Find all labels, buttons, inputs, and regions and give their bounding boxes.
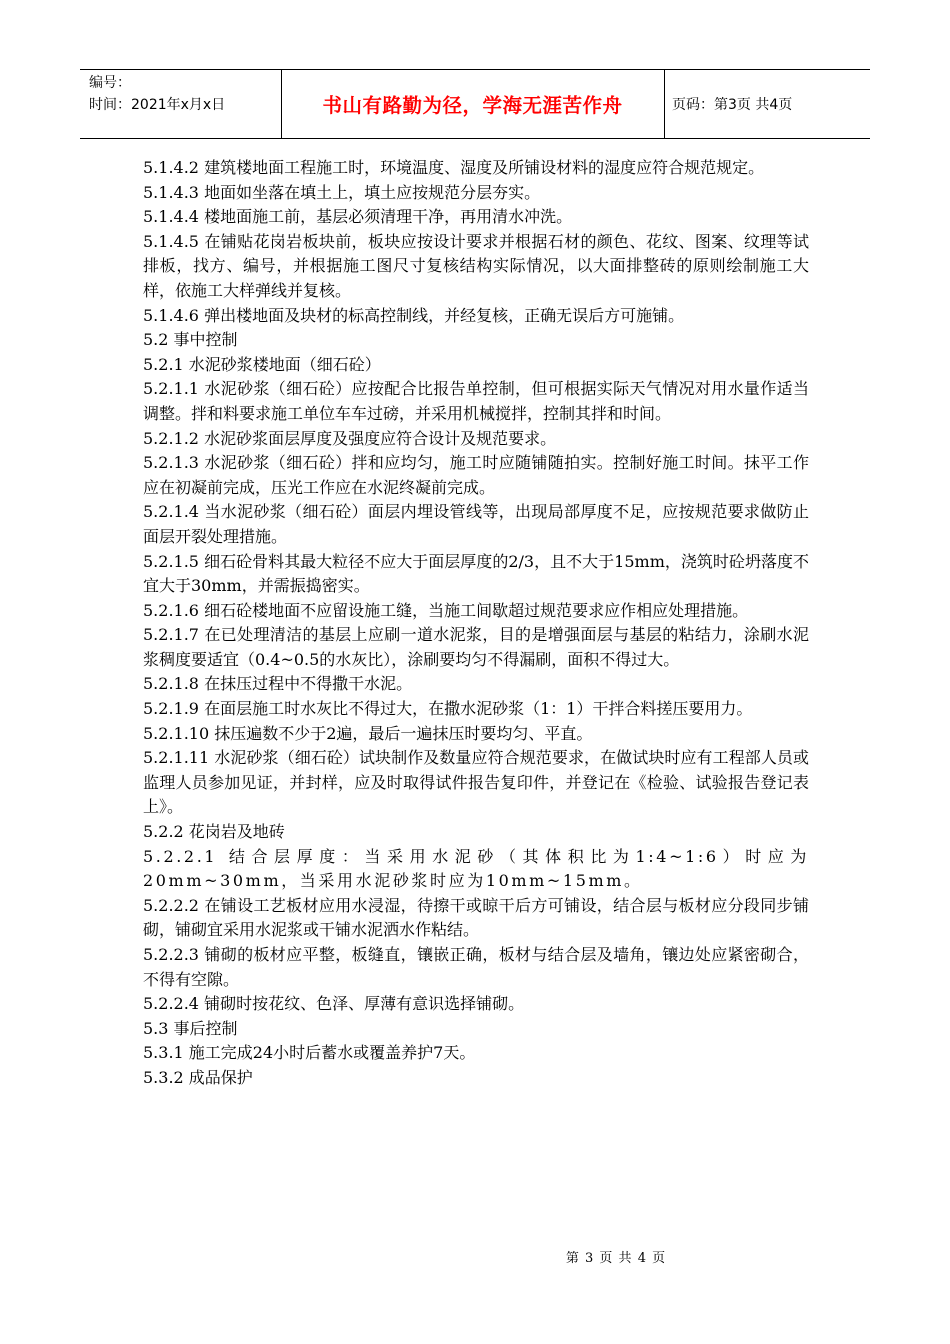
paragraph: 5.2.1.5 细石砼骨料其最大粒径不应大于面层厚度的2/3，且不大于15mm，浇筑时砼坍落度不宜大于30mm，并需振捣密实。 xyxy=(143,551,809,596)
paragraph: 5.2.1.7 在已处理清洁的基层上应刷一道水泥浆，目的是增强面层与基层的粘结力，涂刷水泥浆稠度要适宜（0.4~0.5的水灰比），涂刷要均匀不得漏刷，面积不得过大。 xyxy=(143,625,809,669)
subsection-heading: 5.3.2 成品保护 xyxy=(143,1067,253,1087)
paragraph: 5.1.4.4 楼地面施工前，基层必须清理干净，再用清水冲洗。 xyxy=(143,207,573,227)
paragraph: 5.2.1.6 细石砼楼地面不应留设施工缝，当施工间歇超过规范要求应作相应处理措施。 xyxy=(143,600,749,620)
page-footer xyxy=(0,1247,950,1266)
subsection-heading: 5.2.1 水泥砂浆楼地面（细石砼） xyxy=(143,354,381,374)
footer-page-number: 第 3 页 共 4 页 xyxy=(565,1251,667,1266)
paragraph: 5.2.1.3 水泥砂浆（细石砼）拌和应均匀，施工时应随铺随拍实。控制好施工时间。抹平工作应在初凝前完成，压光工作应在水泥终凝前完成。 xyxy=(143,453,809,497)
paragraph: 5.2.2.2 在铺设工艺板材应用水浸湿，待擦干或晾干后方可铺设，结合层与板材应分段同步铺砌，铺砌宜采用水泥浆或干铺水泥洒水作粘结。 xyxy=(143,895,809,940)
document-body xyxy=(143,156,809,1091)
paragraph: 5.1.4.2 建筑楼地面工程施工时，环境温度、湿度及所铺设材料的湿度应符合规范规定。 xyxy=(143,158,765,177)
serial-number-label: 编号： xyxy=(89,75,131,91)
page-header xyxy=(80,69,870,139)
header-divider-right xyxy=(664,70,665,138)
paragraph: 5.1.4.6 弹出楼地面及块材的标高控制线，并经复核，正确无误后方可施铺。 xyxy=(143,305,685,325)
paragraph: 5.2.2.1 结合层厚度：当采用水泥砂（其体积比为1:4~1:6）时应为20mm~30mm，当采用水泥砂浆时应为10mm~15mm。 xyxy=(143,846,809,891)
paragraph: 5.2.2.4 铺砌时按花纹、色泽、厚薄有意识选择铺砌。 xyxy=(143,994,525,1014)
paragraph: 5.2.1.8 在抹压过程中不得撒干水泥。 xyxy=(143,674,413,694)
header-meta xyxy=(89,72,281,116)
section-heading: 5.2 事中控制 xyxy=(143,330,238,350)
paragraph: 5.3.1 施工完成24小时后蓄水或覆盖养护7天。 xyxy=(143,1043,476,1063)
paragraph: 5.2.1.2 水泥砂浆面层厚度及强度应符合设计及规范要求。 xyxy=(143,428,557,448)
section-heading: 5.3 事后控制 xyxy=(143,1018,238,1038)
header-motto: 书山有路勤为径，学海无涯苦作舟 xyxy=(322,94,623,117)
paragraph: 5.2.1.10 抹压遍数不少于2遍，最后一遍抹压时要均匀、平直。 xyxy=(143,723,593,743)
paragraph: 5.1.4.5 在铺贴花岗岩板块前，板块应按设计要求并根据石材的颜色、花纹、图案、纹理等试排板，找方、编号，并根据施工图尺寸复核结构实际情况，以大面排整砖的原则绘制施工大样，依施工大样弹线并复核。 xyxy=(143,231,809,300)
paragraph: 5.2.1.9 在面层施工时水灰比不得过大，在撒水泥砂浆（1：1）干拌合料搓压要用力。 xyxy=(143,699,753,719)
paragraph: 5.2.1.4 当水泥砂浆（细石砼）面层内埋设管线等，出现局部厚度不足，应按规范要求做防止面层开裂处理措施。 xyxy=(143,502,809,546)
paragraph: 5.2.1.1 水泥砂浆（细石砼）应按配合比报告单控制，但可根据实际天气情况对用水量作适当调整。拌和料要求施工单位车车过磅，并采用机械搅拌，控制其拌和时间。 xyxy=(143,379,809,423)
header-page-info: 页码：第3页 共4页 xyxy=(672,97,793,113)
date-label: 时间：2021年x月x日 xyxy=(89,97,226,113)
subsection-heading: 5.2.2 花岗岩及地砖 xyxy=(143,822,285,842)
paragraph: 5.2.2.3 铺砌的板材应平整，板缝直，镶嵌正确，板材与结合层及墙角，镶边处应紧密砌合，不得有空隙。 xyxy=(143,945,809,989)
paragraph: 5.2.1.11 水泥砂浆（细石砼）试块制作及数量应符合规范要求，在做试块时应有工程部人员或监理人员参加见证，并封样，应及时取得试件报告复印件，并登记在《检验、试验报告登记表上》。 xyxy=(143,748,809,817)
paragraph: 5.1.4.3 地面如坐落在填土上，填土应按规范分层夯实。 xyxy=(143,182,541,202)
